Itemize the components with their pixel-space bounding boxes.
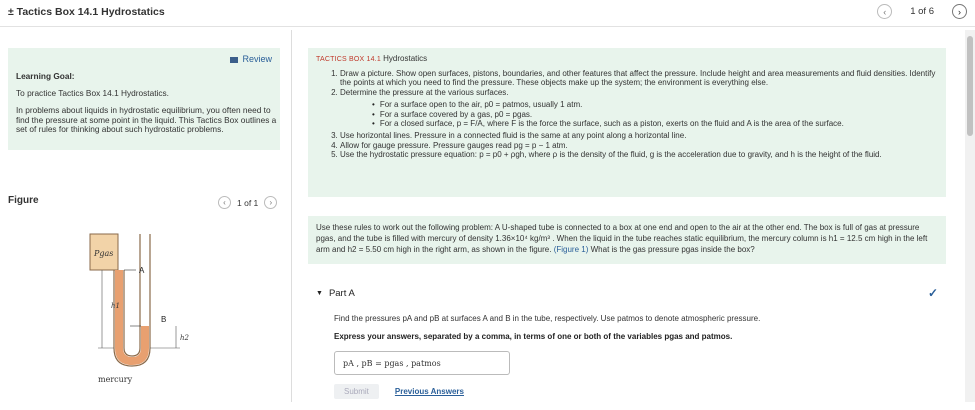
label-b: B xyxy=(161,315,167,324)
review-icon xyxy=(230,57,238,63)
figure-page-indicator: 1 of 1 xyxy=(237,197,259,208)
figure-prev-button[interactable]: ‹ xyxy=(218,196,231,209)
figure-next-button[interactable]: › xyxy=(264,196,277,209)
tactics-step-2-text: Determine the pressure at the various surfaces. xyxy=(340,88,509,98)
label-h1: h1 xyxy=(111,302,120,310)
tactics-step-4: 4. Allow for gauge pressure. Pressure gauges read pg = p − 1 atm. xyxy=(340,141,938,151)
column-divider xyxy=(291,30,292,402)
label-h2: h2 xyxy=(180,334,189,342)
tactics-box-panel xyxy=(308,48,946,197)
problem-text: Use these rules to work out the following problem: A U-shaped tube is connected to a box at one end and open to the air at the other end. The box is full of gas at pressure pgas, and the tube is filled with mercury of density 1.36×10⁴ kg/m³ . When the liquid in the tube reaches static equilibrium, the mercury column is h1 = 12.5 cm high in the left arm and h2 = 5.50 cm high in the right arm, as shown in the figure. xyxy=(316,223,928,254)
tactics-bullet-3: • For a closed surface, p = F/A, where F is the force the surface, such as a piston, exerts on the fluid and A is the area of the surface. xyxy=(380,119,938,129)
mercury-column xyxy=(115,270,149,365)
previous-answers-link[interactable]: Previous Answers xyxy=(394,387,464,396)
learning-goal-description: In problems about liquids in hydrostatic equilibrium, you often need to find the pressure at some point in the liquid. This Tactics Box outlines a set of rules for thinking about such hydrostatic problems. xyxy=(16,105,277,134)
problem-statement xyxy=(308,216,946,264)
caret-down-icon: ▼ xyxy=(316,290,323,297)
review-link[interactable] xyxy=(230,55,272,65)
scrollbar[interactable] xyxy=(965,30,975,402)
tactics-step-5: 5. Use the hydrostatic pressure equation: p = p0 + ρgh, where ρ is the density of the fluid, g is the acceleration due to gravity, and h is the height of the fluid. xyxy=(340,150,938,160)
part-a-header[interactable] xyxy=(316,288,355,299)
tactics-bullet-1: • For a surface open to the air, p0 = patmos, usually 1 atm. xyxy=(380,100,938,110)
learning-goal-text: To practice Tactics Box 14.1 Hydrostatics. xyxy=(16,88,169,98)
label-a: A xyxy=(139,266,145,275)
figure-heading: Figure xyxy=(8,195,39,206)
left-column xyxy=(8,48,280,150)
submit-button[interactable]: Submit xyxy=(334,384,379,399)
part-a-section xyxy=(308,280,946,410)
page-title: ± Tactics Box 14.1 Hydrostatics xyxy=(8,6,165,18)
header-bar xyxy=(0,0,975,27)
gas-box-label: Pgas xyxy=(94,249,114,258)
review-label: Review xyxy=(242,54,272,64)
part-a-label: Part A xyxy=(328,288,355,299)
answer-field[interactable]: pA , pB = pgas , patmos xyxy=(334,351,510,375)
tactics-step-2-bullets xyxy=(340,100,938,129)
tactics-bullet-2: • For a surface covered by a gas, p0 = pgas. xyxy=(380,110,938,120)
part-a-instruction: Express your answers, separated by a comma, in terms of one or both of the variables pgas and patmos. xyxy=(334,332,733,341)
page-pager xyxy=(877,4,967,19)
check-icon: ✓ xyxy=(927,286,938,300)
page-indicator: 1 of 6 xyxy=(910,6,934,17)
part-a-actions xyxy=(334,384,464,399)
part-a-question: Find the pressures pA and pB at surfaces A and B in the tube, respectively. Use patmos to denote atmospheric pressure. xyxy=(334,314,761,323)
prev-page-button[interactable]: ‹ xyxy=(877,4,892,19)
tactics-box-heading xyxy=(316,54,938,65)
label-mercury: mercury xyxy=(98,375,133,384)
figure-pager xyxy=(218,196,277,209)
u-tube-figure xyxy=(84,228,204,388)
tactics-step-1: 1. Draw a picture. Show open surfaces, pistons, boundaries, and other features that affect the pressure. Include height and area measurements and fluid densities. Identify the points at which you need to find the pressure. These objects make up the system; the environment is everything else. xyxy=(340,69,938,88)
right-column xyxy=(308,48,946,396)
tactics-box-cap: TACTICS BOX 14.1 xyxy=(316,56,381,63)
scrollbar-thumb[interactable] xyxy=(967,36,973,136)
next-page-button[interactable]: › xyxy=(952,4,967,19)
tactics-box-name: Hydrostatics xyxy=(383,54,428,63)
tactics-steps xyxy=(316,69,938,160)
tactics-step-2 xyxy=(340,88,938,129)
learning-goal-panel xyxy=(8,48,280,150)
learning-goal-heading: Learning Goal: xyxy=(16,71,75,81)
problem-question: What is the gas pressure pgas inside the box? xyxy=(590,245,755,254)
tactics-step-3: 3. Use horizontal lines. Pressure in a connected fluid is the same at any point along a horizontal line. xyxy=(340,131,938,141)
figure-link[interactable]: (Figure 1) xyxy=(553,245,589,254)
